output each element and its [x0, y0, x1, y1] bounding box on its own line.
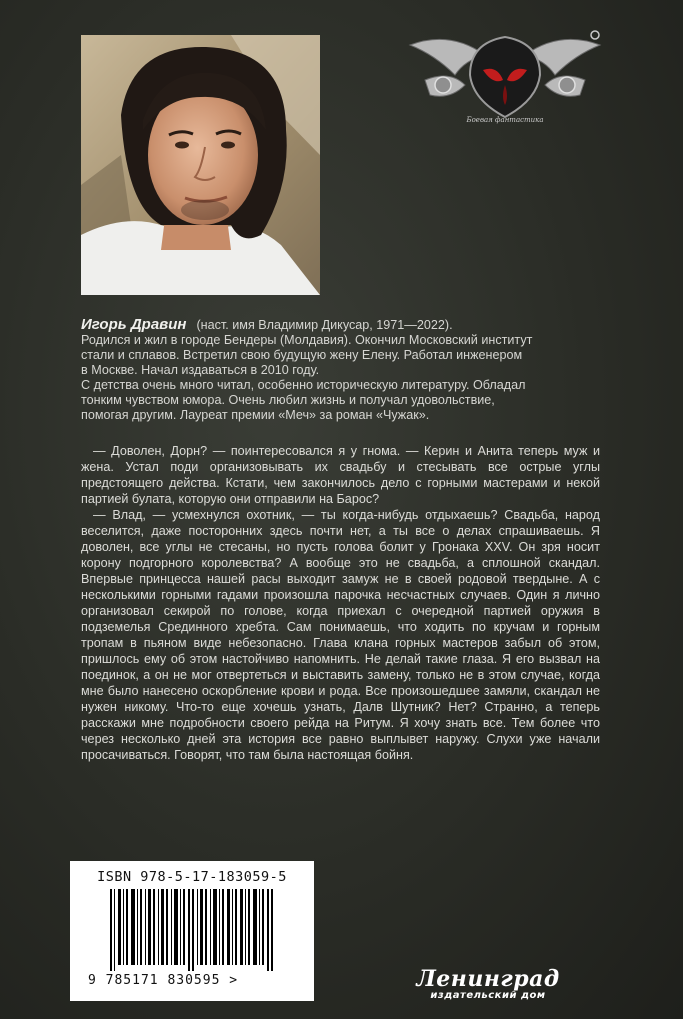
book-excerpt: [81, 443, 600, 763]
author-portrait-photo: [81, 35, 320, 295]
author-photo: [81, 35, 320, 295]
author-name: Игорь Дравин: [81, 316, 187, 333]
bio-header: [81, 317, 581, 333]
publisher-subtitle: издательский дом: [430, 990, 546, 1001]
excerpt-paragraph: — Доволен, Дорн? — поинтересовался я у гнома. — Керин и Анита теперь муж и жена. Устал поди организовывать их свадьбу и стесывать все острые углы предстоящего действа. Кстати, чем закончилось дело с горными мастерами и некой партией булата, которую они отправили на Барос?: [81, 444, 600, 506]
bio-line: стали и сплавов. Встретил свою будущую жену Елену. Работал инженером: [81, 348, 523, 362]
series-caption: Боевая фантастика: [466, 116, 544, 124]
author-note: (наст. имя Владимир Дикусар, 1971—2022).: [196, 318, 453, 332]
bio-line: Родился и жил в городе Бендеры (Молдавия). Окончил Московский институт: [81, 333, 533, 347]
bio-line: помогая другим. Лауреат премии «Меч» за роман «Чужак».: [81, 408, 430, 422]
publisher-logo: [408, 968, 568, 1001]
isbn-number: ISBN 978-5-17-183059-5: [97, 869, 287, 885]
barcode-icon: [110, 889, 280, 971]
bio-line: С детства очень много читал, особенно историческую литературу. Обладал: [81, 378, 526, 392]
isbn-barcode: [70, 861, 314, 1001]
excerpt-paragraph: — Влад, — усмехнулся охотник, — ты когда-нибудь отдыхаешь? Свадьба, народ веселится, даже посторонних здесь почти нет, а ты все о делах спрашиваешь. Я доволен, все углы не стесаны, но пусть голова болит у Гронака XXV. Он зря носит корону подгорного королевства? А вообще это не свадьба, а сплошной скандал. Впервые принцесса нашей расы выходит замуж не в своей родовой твердыне. А с несколькими горными гадами произошла парочка несчастных случаев. Один я лично организовал секирой по голове, когда приехал с очередной партией оружия в подземелья Срединного хребта. Сам понимаешь, что ходить по кручам и горным тропам в пьяном виде небезопасно. Глава клана горных мастеров забыл об этом, пришлось ему об этом настойчиво напомнить. Не делай такие глаза. Я его вызвал на поединок, а он не мог отвертеться и выставить замену, только не в этом случае, когда мне было нанесено оскорбление крови и рода. Все произошедшее замяли, скандал не нужен никому. Что-то еще хочешь узнать, Далв Шутник? Нет? Странно, а теперь расскажи мне подробности своего рейда на Ритум. Я хочу знать все. Тем более что через несколько дней эта история все равно выплывет наружу. Слухи уже начали просачиваться. Говорят, что там была настоящая бойня.: [81, 508, 600, 762]
bio-line: тонким чувством юмора. Очень любил жизнь и получал удовольствие,: [81, 393, 495, 407]
alien-head-emblem-icon: [405, 25, 605, 125]
publisher-name: Ленинград: [416, 966, 560, 992]
barcode-digits: 9 785171 830595 >: [88, 973, 239, 988]
series-logo: [405, 25, 605, 145]
bio-line: в Москве. Начал издаваться в 2010 году.: [81, 363, 320, 377]
author-bio: [81, 317, 581, 423]
